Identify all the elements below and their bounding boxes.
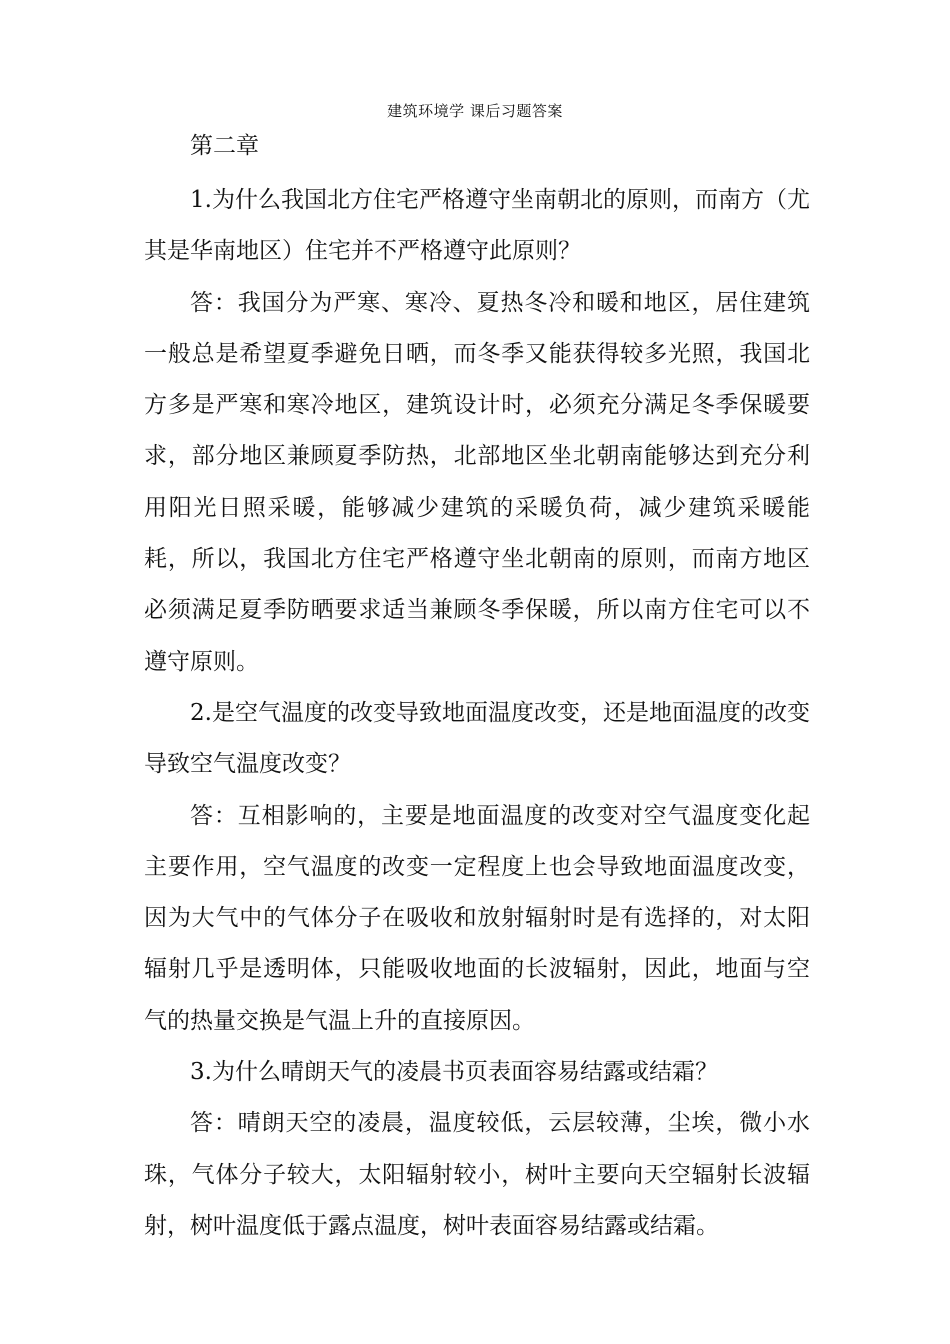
body-text xyxy=(144,175,810,1252)
question-3: 3.为什么晴朗天气的凌晨书页表面容易结露或结霜？ xyxy=(190,1059,718,1086)
question-1: 1.为什么我国北方住宅严格遵守坐南朝北的原则，而南方（尤其是华南地区）住宅并不严格遵守此原则？ xyxy=(144,187,810,265)
answer-2: 答：互相影响的，主要是地面温度的改变对空气温度变化起主要作用，空气温度的改变一定程度上也会导致地面温度改变，因为大气中的气体分子在吸收和放射辐射时是有选择的，对太阳辐射几乎是透明体，只能吸收地面的长波辐射，因此，地面与空气的热量交换是气温上升的直接原因。 xyxy=(144,802,810,1034)
answer-3: 答：晴朗天空的凌晨，温度较低，云层较薄，尘埃，微小水珠，气体分子较大，太阳辐射较小，树叶主要向天空辐射长波辐射，树叶温度低于露点温度，树叶表面容易结露或结霜。 xyxy=(144,1110,810,1239)
chapter-title: 第二章 xyxy=(190,133,259,159)
answer-1: 答：我国分为严寒、寒冷、夏热冬冷和暖和地区，居住建筑一般总是希望夏季避免日晒，而冬季又能获得较多光照，我国北方多是严寒和寒冷地区，建筑设计时，必须充分满足冬季保暖要求，部分地区兼顾夏季防热，北部地区坐北朝南能够达到充分利用阳光日照采暖，能够减少建筑的采暖负荷，减少建筑采暖能耗，所以，我国北方住宅严格遵守坐北朝南的原则，而南方地区必须满足夏季防晒要求适当兼顾冬季保暖，所以南方住宅可以不遵守原则。 xyxy=(144,289,810,675)
question-2: 2.是空气温度的改变导致地面温度改变，还是地面温度的改变导致空气温度改变？ xyxy=(144,699,810,778)
page-header: 建筑环境学 课后习题答案 xyxy=(387,102,563,120)
